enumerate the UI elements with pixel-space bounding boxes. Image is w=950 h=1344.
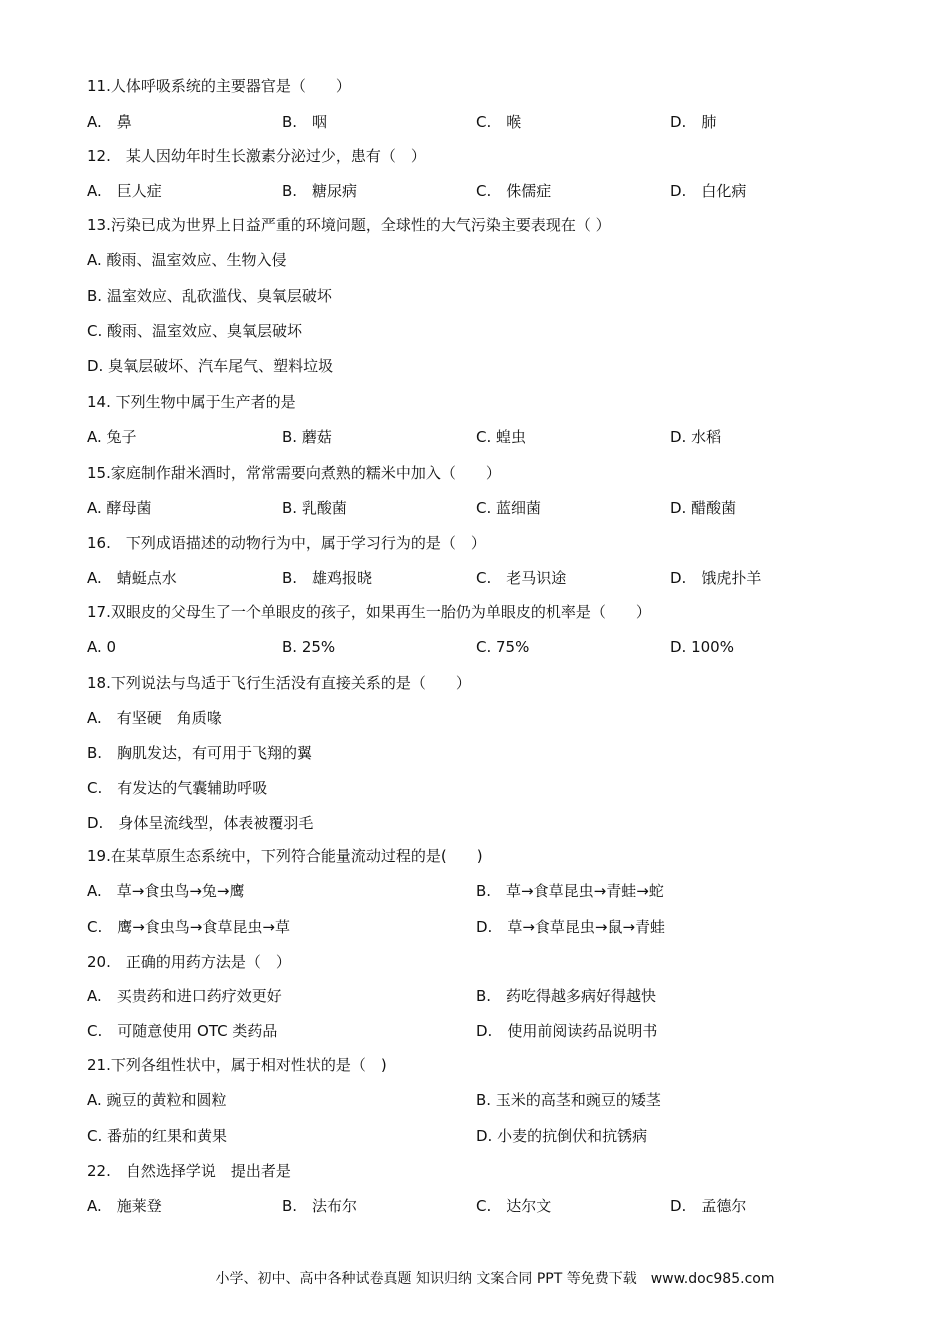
option-d: D. 使用前阅读药品说明书 bbox=[476, 1022, 658, 1040]
option-a: A. 草→食虫鸟→兔→鹰 bbox=[87, 882, 245, 900]
option-d: D. 草→食草昆虫→鼠→青蛙 bbox=[476, 918, 666, 936]
option-c: C. 有发达的气囊辅助呼吸 bbox=[87, 779, 268, 797]
option-d: D. 臭氧层破坏、汽车尾气、塑料垃圾 bbox=[87, 357, 334, 375]
option-b: B. 药吃得越多病好得越快 bbox=[476, 987, 657, 1005]
option-c: C. 达尔文 bbox=[476, 1197, 552, 1215]
question-17-stem: 17.双眼皮的父母生了一个单眼皮的孩子，如果再生一胎仍为单眼皮的机率是（ ） bbox=[87, 603, 651, 621]
option-b: B. 法布尔 bbox=[282, 1197, 358, 1215]
question-17-options bbox=[0, 637, 950, 657]
question-11-stem: 11.人体呼吸系统的主要器官是（ ） bbox=[87, 77, 351, 95]
option-c: C. 老马识途 bbox=[476, 569, 567, 587]
option-a: A. 买贵药和进口药疗效更好 bbox=[87, 987, 282, 1005]
option-d: D. 小麦的抗倒伏和抗锈病 bbox=[476, 1127, 648, 1145]
option-a: A. 蜻蜓点水 bbox=[87, 569, 177, 587]
option-a: A. 巨人症 bbox=[87, 182, 162, 200]
option-b: B. 草→食草昆虫→青蛙→蛇 bbox=[476, 882, 664, 900]
question-20-options-row1 bbox=[0, 986, 950, 1006]
option-d: D. 醋酸菌 bbox=[670, 499, 737, 517]
option-a: A. 施莱登 bbox=[87, 1197, 162, 1215]
option-b: B. 玉米的高茎和豌豆的矮茎 bbox=[476, 1091, 661, 1109]
option-a: A. 豌豆的黄粒和圆粒 bbox=[87, 1091, 227, 1109]
page-footer: 小学、初中、高中各种试卷真题 知识归纳 文案合同 PPT 等免费下载 www.doc985.com bbox=[215, 1271, 775, 1287]
option-d: D. 100% bbox=[670, 638, 734, 656]
question-14-stem: 14. 下列生物中属于生产者的是 bbox=[87, 393, 296, 411]
option-a: A. 酸雨、温室效应、生物入侵 bbox=[87, 251, 287, 269]
question-11-options bbox=[0, 112, 950, 132]
option-c: C. 番茄的红果和黄果 bbox=[87, 1127, 228, 1145]
option-a: A. 有坚硬 角质喙 bbox=[87, 709, 222, 727]
option-b: B. 乳酸菌 bbox=[282, 499, 347, 517]
option-b: B. 蘑菇 bbox=[282, 428, 332, 446]
option-b: B. 糖尿病 bbox=[282, 182, 358, 200]
option-a: A. 酵母菌 bbox=[87, 499, 152, 517]
question-20-stem: 20. 正确的用药方法是（ ） bbox=[87, 953, 291, 971]
option-b: B. 胸肌发达，有可用于飞翔的翼 bbox=[87, 744, 313, 762]
question-20-options-row2 bbox=[0, 1021, 950, 1041]
question-19-stem: 19.在某草原生态系统中，下列符合能量流动过程的是( ) bbox=[87, 847, 483, 865]
question-21-options-row1 bbox=[0, 1090, 950, 1110]
question-15-options bbox=[0, 498, 950, 518]
question-22-stem: 22. 自然选择学说 提出者是 bbox=[87, 1162, 291, 1180]
question-21-stem: 21.下列各组性状中，属于相对性状的是（ ) bbox=[87, 1056, 387, 1074]
option-b: B. 咽 bbox=[282, 113, 328, 131]
question-21-options-row2 bbox=[0, 1126, 950, 1146]
option-a: A. 鼻 bbox=[87, 113, 132, 131]
option-d: D. 身体呈流线型，体表被覆羽毛 bbox=[87, 814, 314, 832]
option-c: C. 蝗虫 bbox=[476, 428, 527, 446]
option-c: C. 喉 bbox=[476, 113, 522, 131]
question-16-options bbox=[0, 568, 950, 588]
question-14-options bbox=[0, 427, 950, 447]
option-b: B. 25% bbox=[282, 638, 336, 656]
option-c: C. 酸雨、温室效应、臭氧层破坏 bbox=[87, 322, 303, 340]
question-12-options bbox=[0, 181, 950, 201]
option-c: C. 75% bbox=[476, 638, 530, 656]
option-c: C. 鹰→食虫鸟→食草昆虫→草 bbox=[87, 918, 290, 936]
question-15-stem: 15.家庭制作甜米酒时，常常需要向煮熟的糯米中加入（ ） bbox=[87, 464, 501, 482]
question-13-stem: 13.污染已成为世界上日益严重的环境问题，全球性的大气污染主要表现在（ ） bbox=[87, 216, 611, 234]
option-d: D. 白化病 bbox=[670, 182, 747, 200]
option-c: C. 蓝细菌 bbox=[476, 499, 542, 517]
option-d: D. 孟德尔 bbox=[670, 1197, 747, 1215]
option-a: A. 0 bbox=[87, 638, 117, 656]
option-c: C. 可随意使用 OTC 类药品 bbox=[87, 1022, 278, 1040]
option-b: B. 雄鸡报晓 bbox=[282, 569, 373, 587]
option-a: A. 兔子 bbox=[87, 428, 137, 446]
option-c: C. 侏儒症 bbox=[476, 182, 552, 200]
question-16-stem: 16. 下列成语描述的动物行为中，属于学习行为的是（ ） bbox=[87, 534, 486, 552]
question-19-options-row2 bbox=[0, 917, 950, 937]
option-d: D. 饿虎扑羊 bbox=[670, 569, 762, 587]
question-18-stem: 18.下列说法与鸟适于飞行生活没有直接关系的是（ ） bbox=[87, 674, 471, 692]
question-12-stem: 12. 某人因幼年时生长激素分泌过少，患有（ ） bbox=[87, 147, 426, 165]
question-19-options-row1 bbox=[0, 881, 950, 901]
question-22-options bbox=[0, 1196, 950, 1216]
option-d: D. 水稻 bbox=[670, 428, 722, 446]
option-b: B. 温室效应、乱砍滥伐、臭氧层破坏 bbox=[87, 287, 332, 305]
option-d: D. 肺 bbox=[670, 113, 717, 131]
